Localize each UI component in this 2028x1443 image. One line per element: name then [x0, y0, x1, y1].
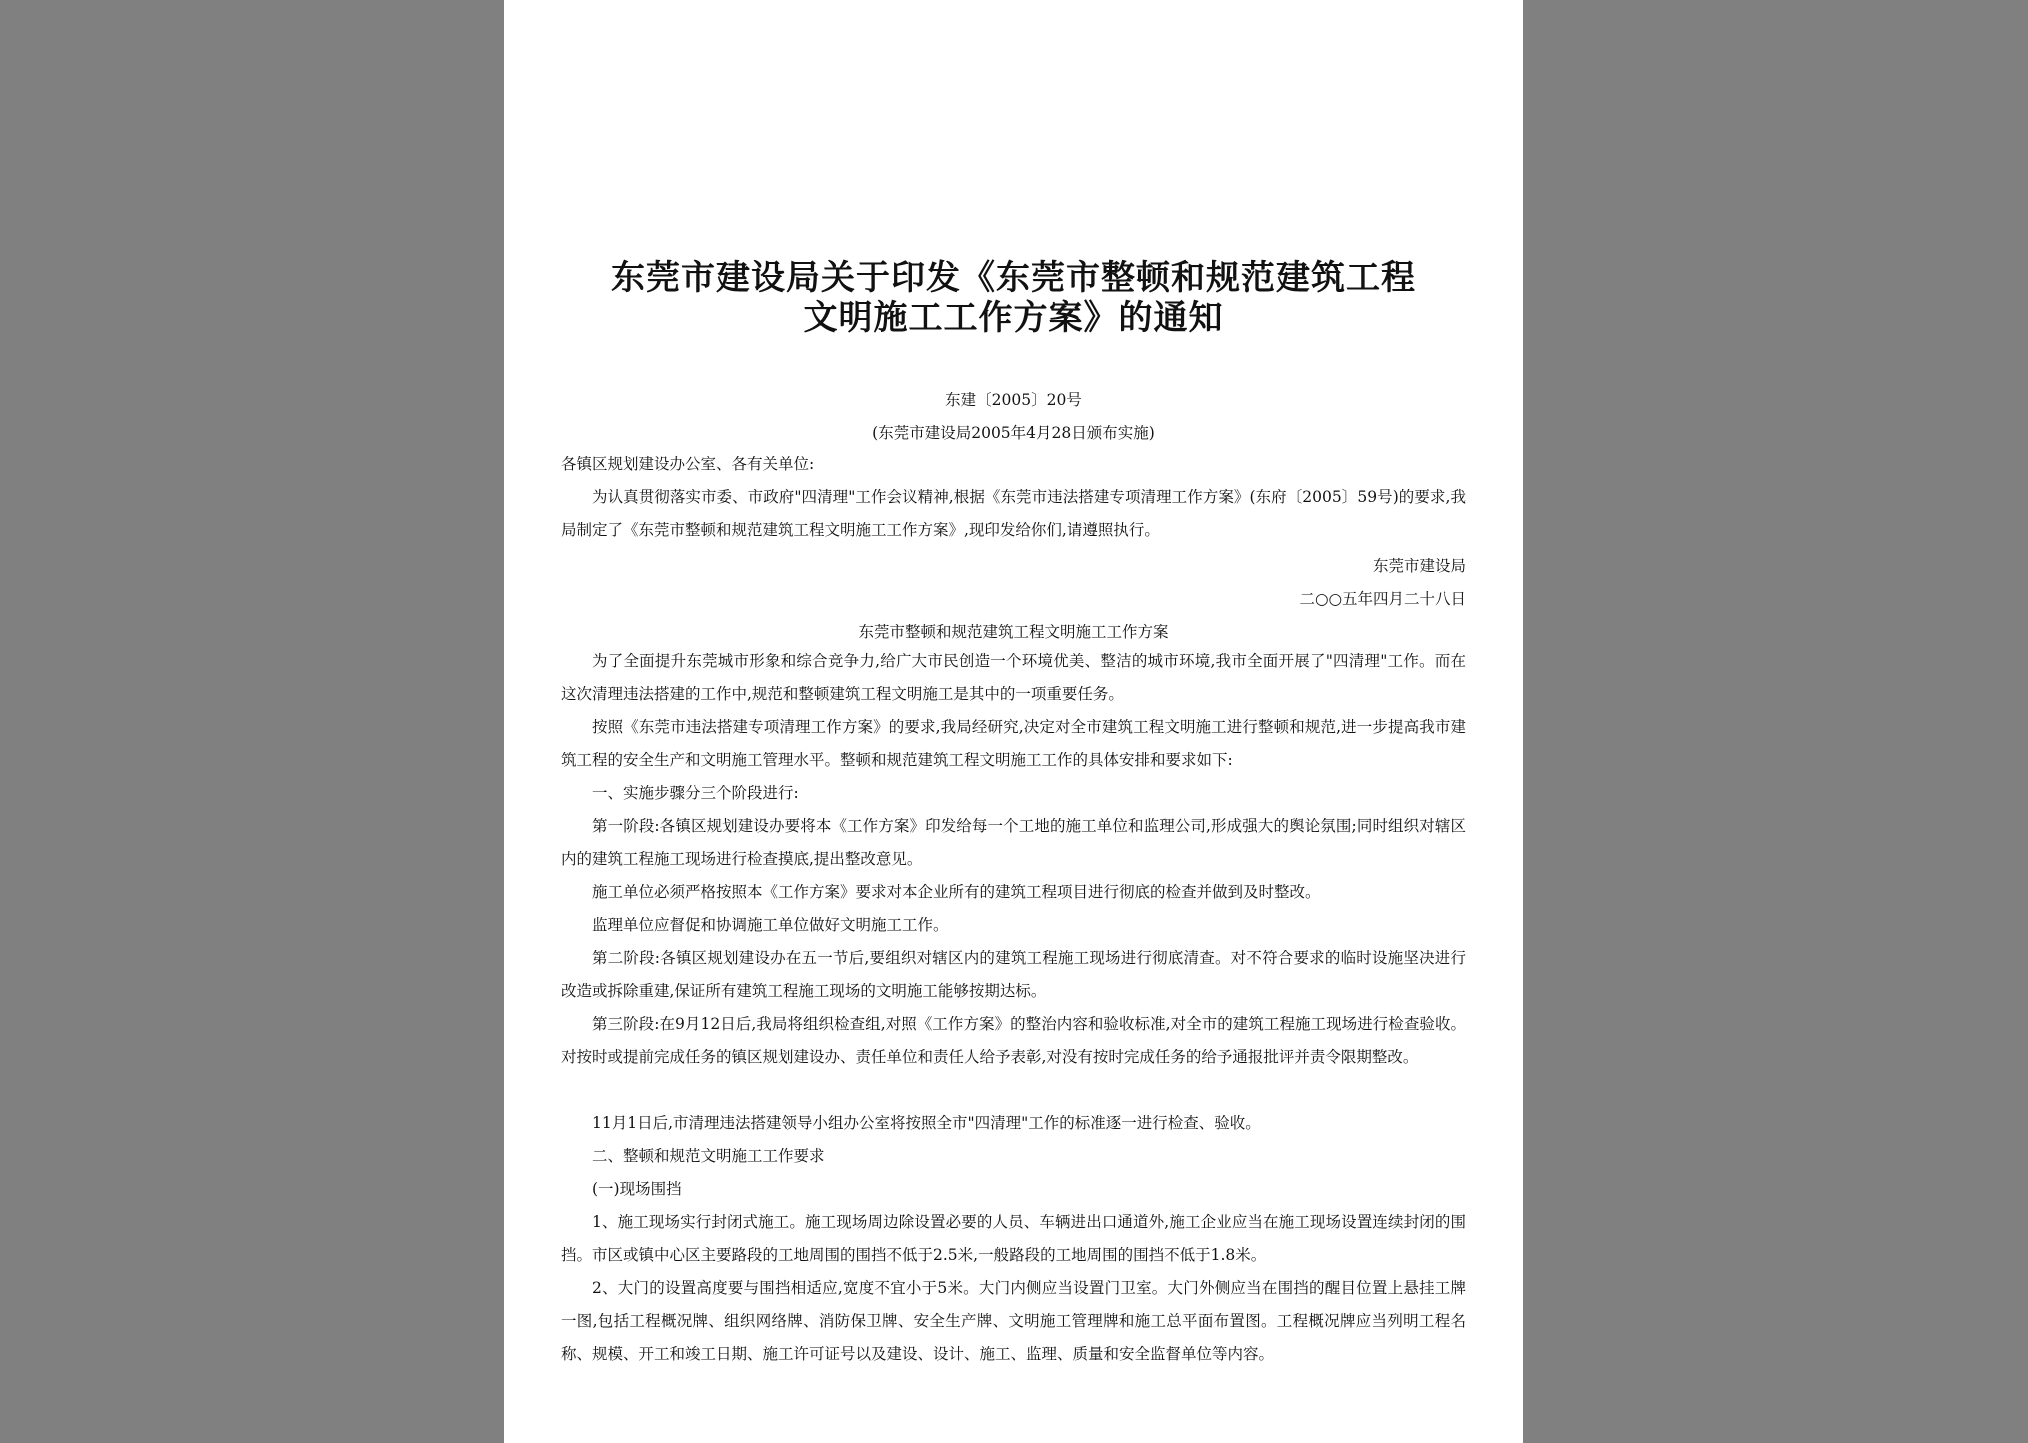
- paragraph: 第一阶段:各镇区规划建设办要将本《工作方案》印发给每一个工地的施工单位和监理公司,形成强大的舆论氛围;同时组织对辖区内的建筑工程施工现场进行检查摸底,提出整改意见。: [561, 817, 1466, 868]
- sign-date: 二○○五年四月二十八日: [1299, 590, 1466, 608]
- document-title: [561, 258, 1466, 338]
- document-number: 东建〔2005〕20号: [945, 391, 1082, 409]
- paragraph: 施工单位必须严格按照本《工作方案》要求对本企业所有的建筑工程项目进行彻底的检查并做到及时整改。: [592, 883, 1321, 901]
- subsection-heading: (一)现场围挡: [592, 1180, 682, 1198]
- document-page: [504, 0, 1523, 1443]
- paragraph: 1、施工现场实行封闭式施工。施工现场周边除设置必要的人员、车辆进出口通道外,施工企业应当在施工现场设置连续封闭的围挡。市区或镇中心区主要路段的工地周围的围挡不低于2.5米,一般路段的工地周围的围挡不低于1.8米。: [561, 1213, 1466, 1264]
- paragraph: 按照《东莞市违法搭建专项清理工作方案》的要求,我局经研究,决定对全市建筑工程文明施工进行整顿和规范,进一步提高我市建筑工程的安全生产和文明施工管理水平。整顿和规范建筑工程文明施工工作的具体安排和要求如下:: [561, 718, 1466, 769]
- salutation: 各镇区规划建设办公室、各有关单位:: [561, 455, 815, 473]
- section-heading: 一、实施步骤分三个阶段进行:: [592, 784, 799, 802]
- title-line-2: 文明施工工作方案》的通知: [803, 298, 1224, 338]
- paragraph: 第二阶段:各镇区规划建设办在五一节后,要组织对辖区内的建筑工程施工现场进行彻底清查。对不符合要求的临时设施坚决进行改造或拆除重建,保证所有建筑工程施工现场的文明施工能够按期达标。: [561, 949, 1466, 1000]
- paragraph: 为了全面提升东莞城市形象和综合竞争力,给广大市民创造一个环境优美、整洁的城市环境,我市全面开展了"四清理"工作。而在这次清理违法搭建的工作中,规范和整顿建筑工程文明施工是其中的一项重要任务。: [561, 652, 1466, 703]
- paragraph: 第三阶段:在9月12日后,我局将组织检查组,对照《工作方案》的整治内容和验收标准,对全市的建筑工程施工现场进行检查验收。对按时或提前完成任务的镇区规划建设办、责任单位和责任人给予表彰,对没有按时完成任务的给予通报批评并责令限期整改。: [561, 1015, 1466, 1066]
- paragraph: 2、大门的设置高度要与围挡相适应,宽度不宜小于5米。大门内侧应当设置门卫室。大门外侧应当在围挡的醒目位置上悬挂工牌一图,包括工程概况牌、组织网络牌、消防保卫牌、安全生产牌、文明施工管理牌和施工总平面布置图。工程概况牌应当列明工程名称、规模、开工和竣工日期、施工许可证号以及建设、设计、施工、监理、质量和安全监督单位等内容。: [561, 1279, 1466, 1363]
- scheme-title: 东莞市整顿和规范建筑工程文明施工工作方案: [858, 623, 1169, 641]
- paragraph: 11月1日后,市清理违法搭建领导小组办公室将按照全市"四清理"工作的标准逐一进行检查、验收。: [592, 1114, 1261, 1132]
- signer: 东莞市建设局: [1372, 557, 1466, 575]
- intro-paragraph: 为认真贯彻落实市委、市政府"四清理"工作会议精神,根据《东莞市违法搭建专项清理工作方案》(东府〔2005〕59号)的要求,我局制定了《东莞市整顿和规范建筑工程文明施工工作方案》,现印发给你们,请遵照执行。: [561, 488, 1466, 539]
- paragraph: 监理单位应督促和协调施工单位做好文明施工工作。: [592, 916, 949, 934]
- title-line-1: 东莞市建设局关于印发《东莞市整顿和规范建筑工程: [611, 258, 1416, 298]
- section-heading: 二、整顿和规范文明施工工作要求: [592, 1147, 825, 1165]
- issue-note: (东莞市建设局2005年4月28日颁布实施): [872, 424, 1155, 442]
